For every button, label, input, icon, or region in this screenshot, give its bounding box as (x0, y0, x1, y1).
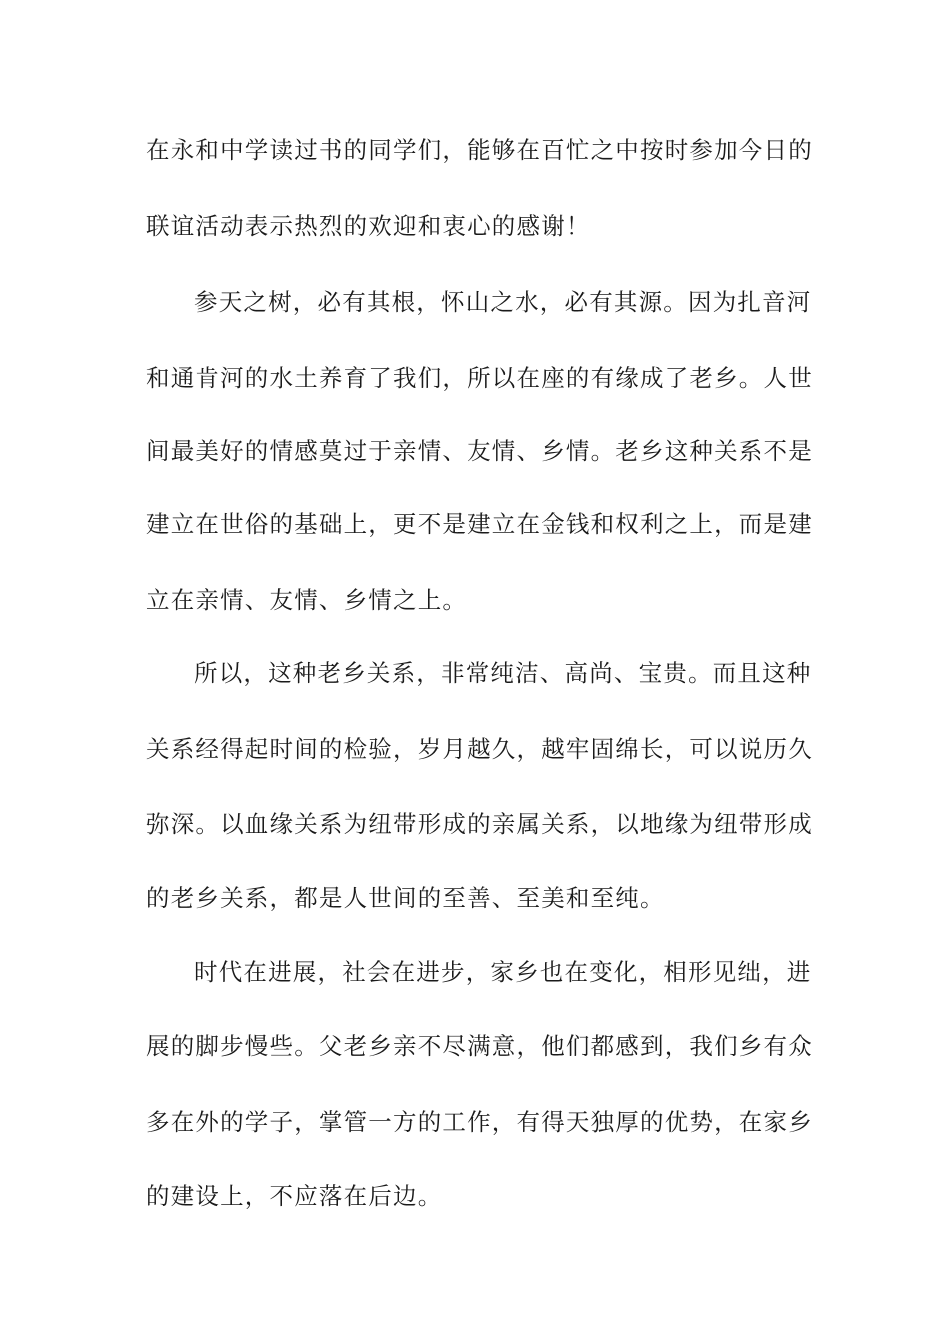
text-line: 关系经得起时间的检验，岁月越久，越牢固绵长，可以说历久 (146, 735, 813, 763)
text-line: 联谊活动表示热烈的欢迎和衷心的感谢！ (146, 212, 591, 240)
text-line: 展的脚步慢些。父老乡亲不尽满意，他们都感到，我们乡有众 (146, 1032, 813, 1060)
text-line: 弥深。以血缘关系为纽带形成的亲属关系，以地缘为纽带形成 (146, 810, 813, 838)
text-line: 间最美好的情感莫过于亲情、友情、乡情。老乡这种关系不是 (146, 437, 813, 465)
paragraph-first-line: 所以，这种老乡关系，非常纯洁、高尚、宝贵。而且这种 (194, 659, 812, 687)
text-line: 多在外的学子，掌管一方的工作，有得天独厚的优势，在家乡 (146, 1108, 813, 1136)
paragraph-first-line: 参天之树，必有其根，怀山之水，必有其源。因为扎音河 (194, 288, 812, 316)
paragraph-first-line: 时代在进展，社会在进步，家乡也在变化，相形见绌，进 (194, 958, 812, 986)
text-line: 和通肯河的水土养育了我们，所以在座的有缘成了老乡。人世 (146, 364, 813, 392)
text-line: 的建设上，不应落在后边。 (146, 1182, 443, 1210)
text-line: 立在亲情、友情、乡情之上。 (146, 586, 468, 614)
text-line: 在永和中学读过书的同学们，能够在百忙之中按时参加今日的 (146, 136, 813, 164)
text-line: 的老乡关系，都是人世间的至善、至美和至纯。 (146, 884, 665, 912)
text-line: 建立在世俗的基础上，更不是建立在金钱和权利之上，而是建 (146, 510, 813, 538)
